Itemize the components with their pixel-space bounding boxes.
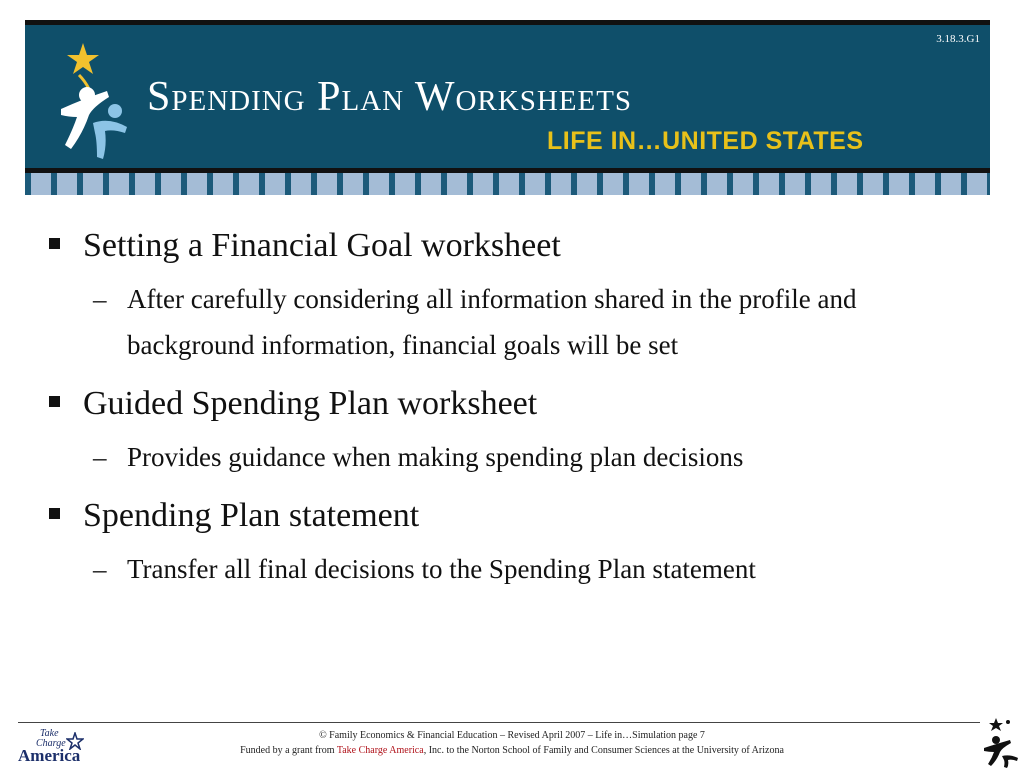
- bullet-list: [45, 222, 985, 604]
- bullet-text: Setting a Financial Goal worksheet: [83, 227, 561, 264]
- page-title: Spending Plan Worksheets: [147, 74, 633, 120]
- logo-text-charge: Charge: [36, 738, 66, 749]
- slide-code: 3.18.3.G1: [936, 33, 980, 45]
- logo-text-america: America: [18, 746, 81, 765]
- logo-text-take: Take: [40, 728, 59, 739]
- dash-marker: –: [93, 284, 107, 314]
- bullet-item: [45, 380, 985, 428]
- square-bullet-icon: [49, 238, 60, 249]
- family-star-small-logo-icon: [980, 716, 1020, 768]
- title-banner: [25, 25, 990, 168]
- decorative-stripe: [25, 173, 990, 195]
- footer-rule: [18, 722, 980, 723]
- square-bullet-icon: [49, 508, 60, 519]
- dash-marker: –: [93, 442, 107, 472]
- sub-bullet-text: Provides guidance when making spending plan decisions: [127, 442, 744, 472]
- square-bullet-icon: [49, 396, 60, 407]
- family-star-logo-icon: [43, 37, 135, 165]
- sub-bullet-item: [45, 546, 985, 592]
- sub-bullet-item: [45, 276, 985, 368]
- bullet-text: Guided Spending Plan worksheet: [83, 385, 538, 422]
- bullet-item: [45, 492, 985, 540]
- funding-prefix: Funded by a grant from: [240, 745, 337, 756]
- footer-funding: [0, 745, 1024, 756]
- funding-sponsor-link[interactable]: Take Charge America: [336, 745, 424, 756]
- funding-suffix: , Inc. to the Norton School of Family and Consumer Sciences at the University of Arizona: [423, 745, 784, 756]
- sub-bullet-text: Transfer all final decisions to the Spending Plan statement: [127, 554, 756, 584]
- bullet-text: Spending Plan statement: [83, 497, 420, 534]
- footer-copyright: © Family Economics & Financial Education – Revised April 2007 – Life in…Simulation page 7: [319, 730, 705, 741]
- page-subtitle: LIFE IN…UNITED STATES: [547, 127, 864, 155]
- dash-marker: –: [93, 554, 107, 584]
- sub-bullet-item: [45, 434, 985, 480]
- sub-bullet-text: After carefully considering all information shared in the profile and background information, financial goals will be set: [127, 284, 857, 360]
- bullet-item: [45, 222, 985, 270]
